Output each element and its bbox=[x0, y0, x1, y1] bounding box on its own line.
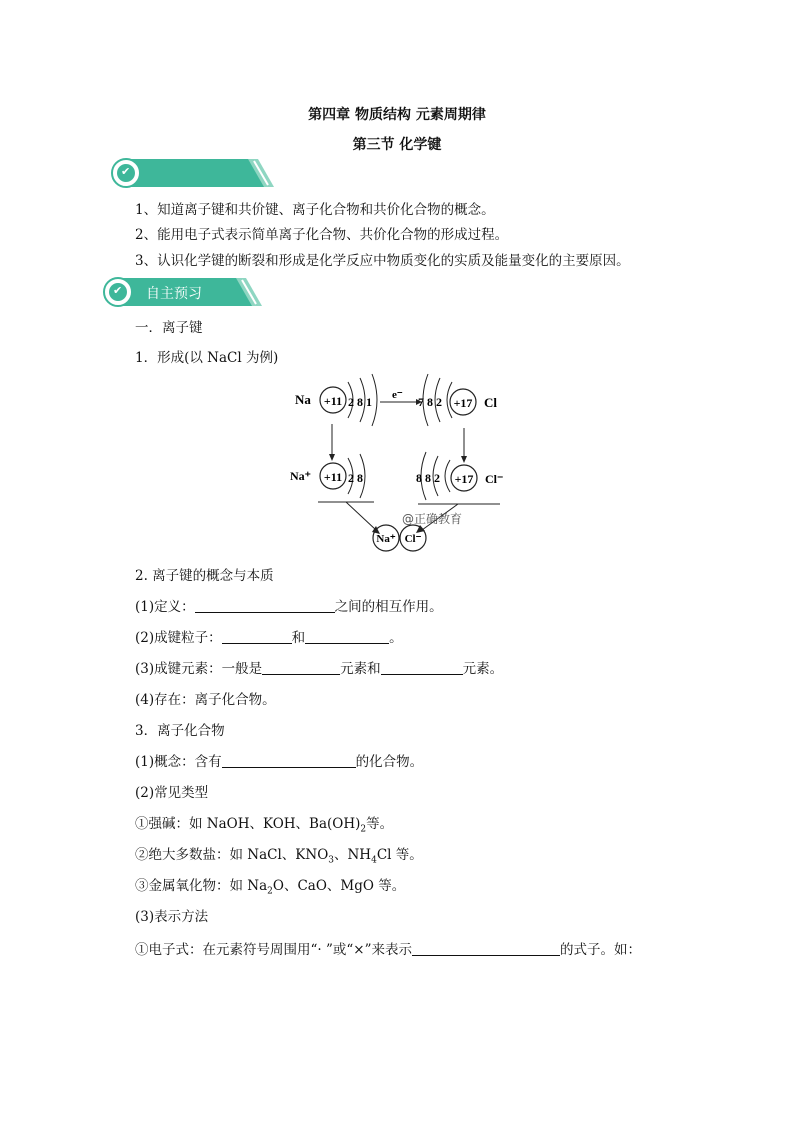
definition-suffix: 之间的相互作用。 bbox=[334, 599, 443, 615]
subscript: 2 bbox=[267, 886, 273, 897]
particles-blank-2[interactable] bbox=[305, 629, 389, 644]
definition-line bbox=[135, 595, 443, 615]
compound-concept-label: (1)概念：含有 bbox=[135, 754, 222, 770]
cl-nucleus: +17 bbox=[453, 396, 473, 410]
salts-text: ②绝大多数盐：如 NaCl、KNO bbox=[135, 847, 329, 863]
elements-label: (3)成键元素：一般是 bbox=[135, 661, 263, 677]
metal-oxide-line bbox=[135, 874, 405, 897]
cl-shells: 7 8 2 bbox=[418, 395, 442, 409]
existence-line: (4)存在：离子化合物。 bbox=[135, 692, 276, 708]
common-types-heading: (2)常见类型 bbox=[135, 785, 209, 801]
nacl-formation-svg bbox=[288, 368, 518, 558]
product-na: Na⁺ bbox=[376, 533, 396, 545]
na-shells: 2 8 1 bbox=[348, 395, 372, 409]
cl-ion-nucleus: +17 bbox=[454, 472, 474, 486]
salts-line bbox=[135, 843, 423, 866]
objective-2: 2、能用电子式表示简单离子化合物、共价化合物的形成过程。 bbox=[135, 227, 509, 243]
na-nucleus: +11 bbox=[323, 394, 343, 408]
metal-oxide-text: ③金属氧化物：如 Na bbox=[135, 878, 268, 894]
particles-end: 。 bbox=[389, 630, 403, 646]
elements-end: 元素。 bbox=[462, 661, 504, 677]
particles-blank-1[interactable] bbox=[222, 629, 292, 644]
check-icon: ✔ bbox=[113, 284, 123, 297]
na-ion-shells: 2 8 bbox=[348, 471, 363, 485]
strong-base-end: 等。 bbox=[366, 816, 394, 832]
objective-1: 1、知道离子键和共价键、离子化合物和共价化合物的概念。 bbox=[135, 202, 495, 218]
na-ion-nucleus: +11 bbox=[323, 470, 343, 484]
objective-3: 3、认识化学键的断裂和形成是化学反应中物质变化的实质及能量变化的主要原因。 bbox=[135, 253, 630, 269]
preview-banner bbox=[100, 276, 266, 308]
compound-concept-suffix: 的化合物。 bbox=[355, 754, 424, 770]
banner-shape bbox=[108, 157, 276, 189]
ionic-bond-diagram bbox=[288, 368, 518, 562]
elements-blank-1[interactable] bbox=[262, 660, 340, 675]
electron-formula-line bbox=[135, 938, 641, 958]
electron-formula-suffix: 的式子。如： bbox=[560, 942, 641, 958]
na-label: Na bbox=[295, 392, 311, 407]
elements-mid: 元素和 bbox=[340, 661, 381, 677]
watermark: @正确教育 bbox=[402, 512, 463, 526]
definition-label: (1)定义： bbox=[135, 599, 195, 615]
strong-base-line bbox=[135, 812, 393, 835]
chapter-title: 第四章 物质结构 元素周期律 bbox=[308, 107, 486, 123]
subscript: 4 bbox=[371, 855, 377, 866]
heading-ionic-bond: 一．离子键 bbox=[135, 320, 203, 336]
objectives-banner bbox=[108, 157, 276, 189]
definition-blank[interactable] bbox=[195, 598, 335, 613]
electron-formula-blank[interactable] bbox=[412, 941, 560, 956]
heading-formation: 1．形成(以 NaCl 为例) bbox=[135, 350, 279, 366]
na-ion-label: Na⁺ bbox=[290, 469, 311, 483]
subscript: 2 bbox=[360, 824, 367, 835]
subscript: 3 bbox=[328, 855, 334, 866]
cl-ion-label: Cl⁻ bbox=[485, 472, 504, 486]
strong-base-text: ①强碱：如 NaOH、KOH、Ba(OH) bbox=[135, 816, 361, 832]
product-cl: Cl⁻ bbox=[404, 533, 422, 545]
cl-label: Cl bbox=[484, 395, 497, 410]
particles-label: (2)成键粒子： bbox=[135, 630, 222, 646]
electron-formula-label: ①电子式：在元素符号周围用“· ”或“×”来表示 bbox=[135, 942, 412, 958]
elements-blank-2[interactable] bbox=[381, 660, 463, 675]
electron-label: e⁻ bbox=[392, 389, 403, 401]
heading-concept: 2. 离子键的概念与本质 bbox=[135, 568, 274, 584]
particles-and: 和 bbox=[291, 630, 306, 646]
section-title: 第三节 化学键 bbox=[352, 137, 442, 153]
banner-label: 自主预习 bbox=[146, 286, 202, 302]
heading-ionic-compound: 3．离子化合物 bbox=[135, 723, 225, 739]
cl-ion-shells: 8 8 2 bbox=[416, 471, 440, 485]
compound-concept-line bbox=[135, 750, 423, 770]
salts-end: Cl 等。 bbox=[376, 847, 423, 863]
metal-oxide-end: O、CaO、MgO 等。 bbox=[272, 878, 406, 894]
compound-concept-blank[interactable] bbox=[222, 753, 356, 768]
salts-mid: 、NH bbox=[334, 847, 372, 863]
particles-line bbox=[135, 626, 403, 646]
check-icon: ✔ bbox=[121, 165, 131, 178]
representation-heading: (3)表示方法 bbox=[135, 909, 209, 925]
elements-line bbox=[135, 657, 503, 677]
